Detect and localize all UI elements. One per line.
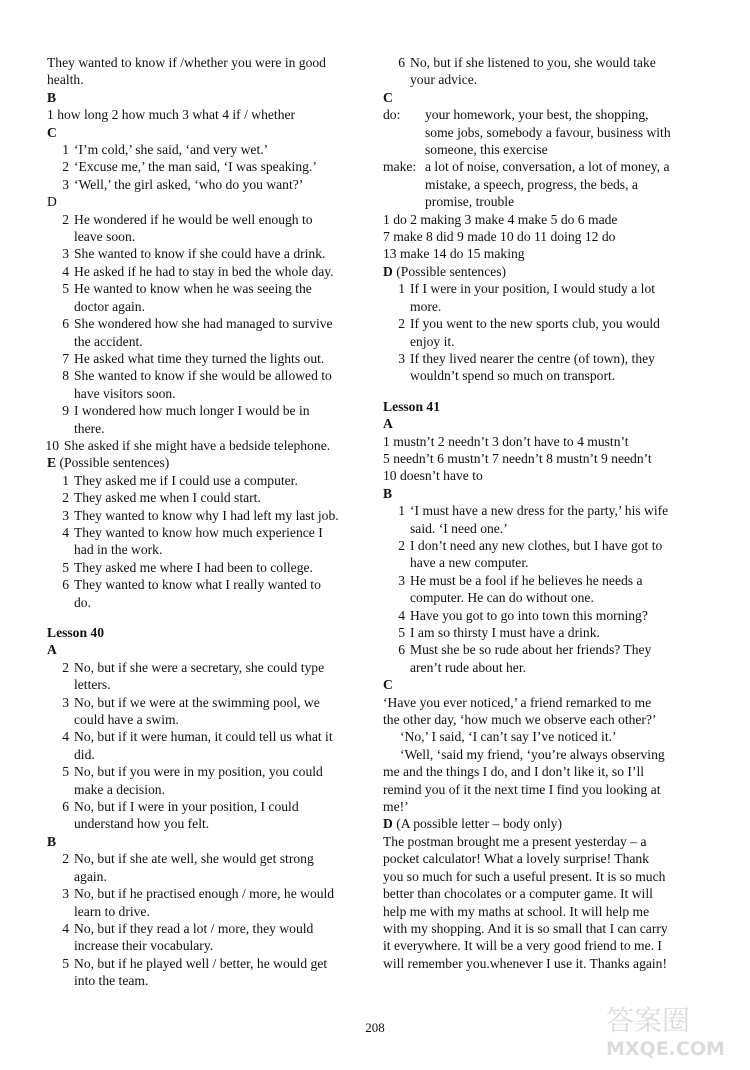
section-label bbox=[383, 815, 703, 832]
item-text: I am so thirsty I must have a drink. bbox=[410, 625, 600, 640]
item-text: She asked if she might have a bedside telephone. bbox=[64, 437, 331, 453]
item-text: They wanted to know how much experience I bbox=[74, 524, 323, 540]
item-continuation: computer. He can do without one. bbox=[410, 590, 594, 606]
text-line: will remember you.whenever I use it. Thanks again! bbox=[383, 955, 667, 971]
text-line: help me with my maths at school. It will help me bbox=[383, 903, 650, 919]
text-line: 13 make 14 do 15 making bbox=[383, 246, 525, 262]
item-text: If I were in your position, I would study a lot bbox=[410, 281, 656, 297]
text-line: ‘Have you ever noticed,’ a friend remarked to me bbox=[383, 694, 652, 710]
item-text: He asked if he had to stay in bed the whole day. bbox=[74, 263, 334, 279]
item-number: 2 bbox=[398, 537, 405, 553]
item-text: No, but if we were at the swimming pool, we bbox=[74, 694, 320, 710]
item-number: 3 bbox=[62, 886, 69, 902]
section-label: A bbox=[383, 416, 393, 432]
text-line: D bbox=[47, 194, 57, 210]
collocation-list: your homework, your best, the shopping, bbox=[425, 107, 649, 123]
collocation-continuation: some jobs, somebody a favour, business with bbox=[425, 124, 671, 140]
item-text: He wondered if he would be well enough to bbox=[74, 211, 313, 227]
item-continuation: wouldn’t spend so much on transport. bbox=[410, 368, 616, 384]
section-label bbox=[47, 454, 365, 471]
item-number: 1 bbox=[398, 281, 405, 297]
item-number: 6 bbox=[62, 799, 69, 815]
collocation-continuation: mistake, a speech, progress, the beds, a bbox=[425, 176, 638, 192]
item-number: 4 bbox=[62, 729, 69, 745]
collocation-list: a lot of noise, conversation, a lot of money, a bbox=[425, 159, 670, 175]
list-item bbox=[47, 141, 365, 158]
text-line: 10 doesn’t have to bbox=[383, 468, 483, 484]
item-number: 2 bbox=[398, 316, 405, 332]
item-number: 5 bbox=[398, 625, 405, 640]
collocation-continuation: someone, this exercise bbox=[425, 142, 548, 158]
text-line: 7 make 8 did 9 made 10 do 11 doing 12 do bbox=[383, 229, 616, 245]
item-text: I don’t need any new clothes, but I have got to bbox=[410, 537, 663, 553]
item-continuation: learn to drive. bbox=[74, 903, 150, 919]
section-note: (A possible letter – body only) bbox=[392, 816, 562, 832]
item-text: No, but if she listened to you, she would take bbox=[410, 55, 656, 70]
list-item bbox=[47, 920, 365, 937]
list-item bbox=[383, 537, 703, 554]
item-number: 2 bbox=[62, 851, 69, 867]
section-label: A bbox=[47, 642, 57, 658]
section-letter: D bbox=[383, 816, 393, 832]
item-text: I wondered how much longer I would be in bbox=[74, 403, 310, 419]
text-line: the other day, ‘how much we observe each other?’ bbox=[383, 712, 657, 728]
item-text: If you went to the new sports club, you would bbox=[410, 316, 660, 332]
section-letter: D bbox=[383, 263, 393, 279]
list-item bbox=[47, 798, 365, 815]
section-label bbox=[383, 263, 703, 280]
item-text: ‘Excuse me,’ the man said, ‘I was speaking.’ bbox=[74, 159, 317, 175]
lesson-heading: Lesson 40 bbox=[47, 625, 105, 640]
item-text: They asked me when I could start. bbox=[74, 490, 261, 506]
item-number: 5 bbox=[62, 764, 69, 780]
text-line: health. bbox=[47, 72, 84, 88]
text-line: it everywhere. It will be a very good friend to me. I bbox=[383, 938, 662, 954]
text-line: 1 mustn’t 2 needn’t 3 don’t have to 4 mustn’t bbox=[383, 433, 629, 449]
item-number: 4 bbox=[62, 524, 69, 540]
item-text: Must she be so rude about her friends? They bbox=[410, 642, 652, 658]
list-item bbox=[47, 158, 365, 175]
item-continuation: into the team. bbox=[74, 973, 149, 989]
item-continuation: have visitors soon. bbox=[74, 385, 176, 401]
text-line: The postman brought me a present yesterday – a bbox=[383, 833, 647, 849]
section-label: C bbox=[383, 677, 393, 693]
list-item bbox=[47, 850, 365, 867]
item-number: 1 bbox=[62, 472, 69, 488]
section-label: B bbox=[47, 89, 57, 105]
section-label: B bbox=[47, 833, 57, 849]
watermark-logo bbox=[602, 1000, 734, 1062]
text-line: with my shopping. And it is so small that I can carry bbox=[383, 920, 668, 936]
item-number: 6 bbox=[62, 316, 69, 332]
list-item bbox=[47, 559, 365, 576]
item-number: 3 bbox=[62, 507, 69, 523]
text-line: 5 needn’t 6 mustn’t 7 needn’t 8 mustn’t 9 needn’t bbox=[383, 450, 652, 466]
item-number: 6 bbox=[398, 55, 405, 70]
item-continuation: doctor again. bbox=[74, 298, 145, 314]
list-item bbox=[47, 211, 365, 228]
item-continuation: again. bbox=[74, 868, 107, 884]
watermark-text-url: MXQE.COM bbox=[606, 1038, 725, 1060]
text-line: 1 how long 2 how much 3 what 4 if / whether bbox=[47, 107, 296, 123]
list-item bbox=[383, 624, 703, 641]
item-number: 4 bbox=[62, 920, 69, 936]
item-text: No, but if he practised enough / more, he would bbox=[74, 886, 335, 902]
section-label: C bbox=[383, 89, 393, 105]
item-text: She wanted to know if she could have a drink. bbox=[74, 246, 326, 262]
list-item bbox=[47, 507, 365, 524]
text-line: They wanted to know if /whether you were in good bbox=[47, 55, 326, 70]
item-text: She wanted to know if she would be allowed to bbox=[74, 368, 332, 384]
item-text: No, but if she ate well, she would get strong bbox=[74, 851, 314, 867]
item-continuation: letters. bbox=[74, 677, 111, 693]
item-number: 4 bbox=[398, 607, 405, 623]
item-number: 2 bbox=[62, 159, 69, 175]
lesson-heading: Lesson 41 bbox=[383, 398, 441, 414]
item-text: They wanted to know what I really wanted to bbox=[74, 577, 321, 593]
collocation-verb: do: bbox=[383, 107, 401, 123]
item-text: No, but if he played well / better, he would get bbox=[74, 955, 328, 971]
item-continuation: could have a swim. bbox=[74, 712, 179, 728]
item-number: 1 bbox=[398, 503, 405, 519]
collocation-verb: make: bbox=[383, 159, 417, 175]
list-item bbox=[47, 245, 365, 262]
list-item bbox=[383, 350, 703, 367]
item-text: If they lived nearer the centre (of town), they bbox=[410, 350, 655, 366]
item-text: No, but if it were human, it could tell us what it bbox=[74, 729, 333, 745]
list-item bbox=[47, 350, 365, 367]
list-item bbox=[47, 315, 365, 332]
list-item bbox=[383, 54, 703, 71]
item-continuation: your advice. bbox=[410, 72, 478, 88]
list-item bbox=[47, 489, 365, 506]
text-line: me!’ bbox=[383, 799, 409, 815]
item-text: No, but if I were in your position, I could bbox=[74, 799, 299, 815]
item-number: 3 bbox=[398, 350, 405, 366]
paragraph-line: ‘Well, ‘said my friend, ‘you’re always observing bbox=[400, 746, 665, 762]
section-label: C bbox=[47, 124, 57, 140]
text-line: me and the things I do, and I don’t like it, so I’ll bbox=[383, 764, 645, 780]
item-number: 2 bbox=[62, 490, 69, 506]
item-continuation: the accident. bbox=[74, 333, 143, 349]
item-number: 10 bbox=[45, 437, 59, 453]
list-item bbox=[47, 694, 365, 711]
list-item bbox=[47, 472, 365, 489]
item-number: 3 bbox=[62, 246, 69, 262]
item-continuation: understand how you felt. bbox=[74, 816, 210, 832]
item-text: ‘I’m cold,’ she said, ‘and very wet.’ bbox=[74, 142, 269, 158]
list-item bbox=[47, 524, 365, 541]
item-text: No, but if she were a secretary, she could type bbox=[74, 659, 325, 675]
item-number: 3 bbox=[62, 176, 69, 192]
item-number: 3 bbox=[62, 694, 69, 710]
page-number: 208 bbox=[365, 1020, 385, 1035]
item-number: 2 bbox=[62, 211, 69, 227]
paragraph-line: ‘No,’ I said, ‘I can’t say I’ve noticed it.’ bbox=[400, 729, 617, 745]
item-number: 6 bbox=[62, 577, 69, 593]
list-item bbox=[383, 502, 703, 519]
item-text: No, but if they read a lot / more, they would bbox=[74, 920, 314, 936]
section-letter: E bbox=[47, 455, 57, 471]
item-text: No, but if you were in my position, you could bbox=[74, 764, 323, 780]
item-continuation: leave soon. bbox=[74, 229, 136, 245]
item-text: He wanted to know when he was seeing the bbox=[74, 281, 312, 297]
item-number: 5 bbox=[62, 955, 69, 971]
item-number: 6 bbox=[398, 642, 405, 658]
list-item bbox=[47, 280, 365, 297]
collocation-row bbox=[383, 106, 703, 123]
item-text: They asked me where I had been to college. bbox=[74, 559, 313, 575]
list-item bbox=[47, 367, 365, 384]
text-line: better than chocolates or a computer game. It will bbox=[383, 886, 653, 902]
item-text: They wanted to know why I had left my last job. bbox=[74, 507, 339, 523]
item-text: He must be a fool if he believes he needs a bbox=[410, 572, 643, 588]
item-number: 9 bbox=[62, 403, 69, 419]
list-item bbox=[383, 572, 703, 589]
list-item bbox=[383, 280, 703, 297]
collocation-continuation: promise, trouble bbox=[425, 194, 515, 210]
list-item bbox=[47, 437, 365, 454]
item-continuation: increase their vocabulary. bbox=[74, 938, 214, 954]
text-line: remind you of it the next time I find you looking at bbox=[383, 781, 661, 797]
item-continuation: there. bbox=[74, 420, 105, 436]
text-line: 1 do 2 making 3 make 4 make 5 do 6 made bbox=[383, 211, 618, 227]
item-number: 4 bbox=[62, 263, 69, 279]
section-note: (Possible sentences) bbox=[392, 263, 507, 279]
item-continuation: had in the work. bbox=[74, 542, 163, 558]
text-line: pocket calculator! What a lovely surprise! Thank bbox=[383, 851, 649, 867]
list-item bbox=[47, 728, 365, 745]
list-item bbox=[47, 576, 365, 593]
item-continuation: said. ‘I need one.’ bbox=[410, 520, 508, 536]
item-continuation: did. bbox=[74, 746, 95, 762]
list-item bbox=[47, 176, 365, 193]
item-text: Have you got to go into town this morning? bbox=[410, 607, 648, 623]
item-number: 3 bbox=[398, 572, 405, 588]
section-label: B bbox=[383, 485, 393, 501]
item-number: 2 bbox=[62, 659, 69, 675]
list-item bbox=[383, 607, 703, 624]
item-continuation: do. bbox=[74, 594, 91, 610]
item-text: They asked me if I could use a computer. bbox=[74, 472, 298, 488]
list-item bbox=[47, 659, 365, 676]
collocation-row bbox=[383, 158, 703, 175]
item-continuation: have a new computer. bbox=[410, 555, 529, 571]
item-text: ‘I must have a new dress for the party,’ his wife bbox=[410, 503, 669, 519]
list-item bbox=[47, 402, 365, 419]
text-line: you so much for such a useful present. It is so much bbox=[383, 868, 666, 884]
item-continuation: enjoy it. bbox=[410, 333, 455, 349]
item-text: He asked what time they turned the lights out. bbox=[74, 350, 325, 366]
item-number: 1 bbox=[62, 142, 69, 158]
item-text: ‘Well,’ the girl asked, ‘who do you want?’ bbox=[74, 176, 304, 192]
list-item bbox=[47, 763, 365, 780]
list-item bbox=[47, 885, 365, 902]
right-column bbox=[383, 54, 703, 972]
list-item bbox=[47, 263, 365, 280]
list-item bbox=[383, 315, 703, 332]
item-number: 5 bbox=[62, 281, 69, 297]
left-column bbox=[47, 54, 365, 990]
item-continuation: more. bbox=[410, 298, 442, 314]
section-note: (Possible sentences) bbox=[56, 455, 170, 471]
list-item bbox=[383, 641, 703, 658]
item-number: 7 bbox=[62, 350, 69, 366]
list-item bbox=[47, 955, 365, 972]
item-number: 5 bbox=[62, 559, 69, 575]
watermark-text-cn: 答案圈 bbox=[606, 1004, 691, 1037]
item-continuation: aren’t rude about her. bbox=[410, 659, 527, 675]
item-number: 8 bbox=[62, 368, 69, 384]
item-text: She wondered how she had managed to survive bbox=[74, 316, 333, 332]
item-continuation: make a decision. bbox=[74, 781, 165, 797]
